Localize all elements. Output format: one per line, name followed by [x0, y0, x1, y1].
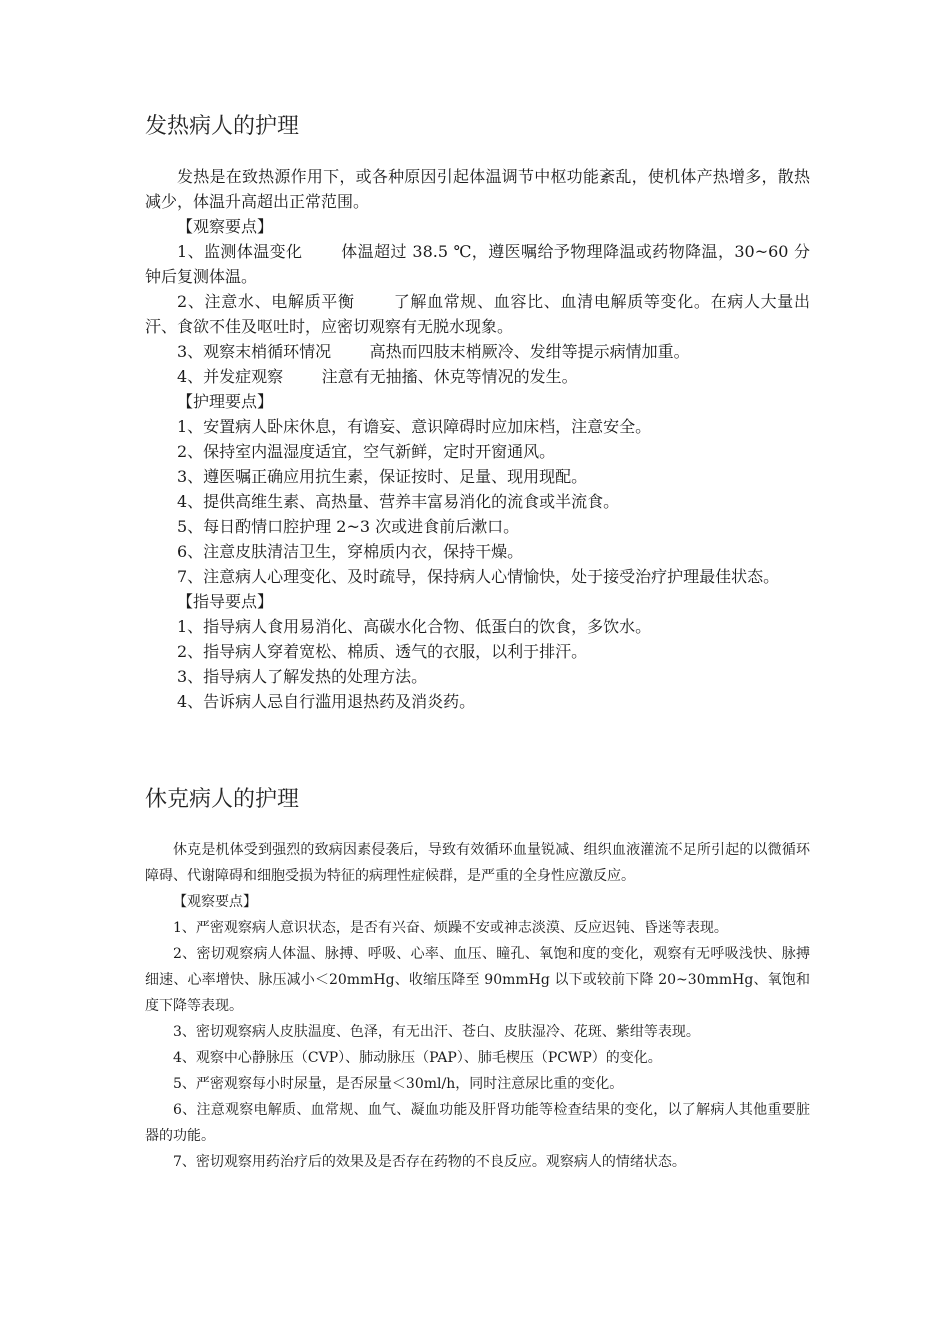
- fever-intro-paragraph: 发热是在致热源作用下，或各种原因引起体温调节中枢功能紊乱，使机体产热增多，散热减少，体温升高超出正常范围。: [145, 167, 810, 211]
- fever-care-title: 发热病人的护理: [145, 114, 300, 139]
- fever-observe-item: [145, 339, 810, 364]
- observe-item-text: 体温超过 38.5 ℃，遵医嘱给予物理降温或药物降温，30~60 分钟后复测体温。: [145, 242, 810, 286]
- shock-observe-item: 2、密切观察病人体温、脉搏、呼吸、心率、血压、瞳孔、氧饱和度的变化，观察有无呼吸浅快、脉搏细速、心率增快、脉压减小＜20mmHg、收缩压降至 90mmHg 以下或较前下降 20~30mmHg、氧饱和度下降等表现。: [145, 946, 810, 1014]
- fever-guide-label: 【指导要点】: [177, 592, 274, 611]
- shock-intro-paragraph: 休克是机体受到强烈的致病因素侵袭后，导致有效循环血量锐减、组织血液灌流不足所引起的以微循环障碍、代谢障碍和细胞受损为特征的病理性症候群，是严重的全身性应激反应。: [145, 842, 810, 884]
- shock-observe-item: 3、密切观察病人皮肤温度、色泽，有无出汗、苍白、皮肤湿冷、花斑、紫绀等表现。: [173, 1024, 700, 1040]
- observe-item-text: 高热而四肢末梢厥冷、发绀等提示病情加重。: [369, 342, 690, 361]
- fever-guide-item: 1、指导病人食用易消化、高碳水化合物、低蛋白的饮食，多饮水。: [177, 617, 652, 636]
- observe-item-head: 1、监测体温变化: [177, 242, 303, 261]
- fever-care-item: 6、注意皮肤清洁卫生，穿棉质内衣，保持干燥。: [177, 542, 524, 561]
- fever-observe-item: [145, 364, 810, 389]
- shock-care-title: 休克病人的护理: [145, 787, 300, 812]
- fever-care-item: 2、保持室内温湿度适宜，空气新鲜，定时开窗通风。: [177, 442, 556, 461]
- fever-guide-item: 3、指导病人了解发热的处理方法。: [177, 667, 428, 686]
- fever-care-item: 3、遵医嘱正确应用抗生素，保证按时、足量、现用现配。: [177, 467, 588, 486]
- fever-care-section: [145, 112, 810, 714]
- observe-item-head: 3、观察末梢循环情况: [177, 342, 332, 361]
- shock-observe-label: 【观察要点】: [173, 894, 257, 910]
- fever-care-item: 7、注意病人心理变化、及时疏导，保持病人心情愉快，处于接受治疗护理最佳状态。: [177, 567, 780, 586]
- observe-item-head: 4、并发症观察: [177, 367, 284, 386]
- fever-care-label: 【护理要点】: [177, 392, 274, 411]
- shock-care-section: [145, 785, 810, 1175]
- observe-item-text: 了解血常规、血容比、血清电解质等变化。在病人大量出汗、食欲不佳及呕吐时，应密切观察有无脱水现象。: [145, 292, 810, 336]
- fever-care-item: 4、提供高维生素、高热量、营养丰富易消化的流食或半流食。: [177, 492, 620, 511]
- shock-observe-item: 4、观察中心静脉压（CVP）、肺动脉压（PAP）、肺毛楔压（PCWP）的变化。: [173, 1050, 662, 1066]
- shock-observe-item: 1、严密观察病人意识状态，是否有兴奋、烦躁不安或神志淡漠、反应迟钝、昏迷等表现。: [173, 920, 728, 936]
- shock-observe-item: 7、密切观察用药治疗后的效果及是否存在药物的不良反应。观察病人的情绪状态。: [173, 1154, 686, 1170]
- fever-observe-label: 【观察要点】: [177, 217, 274, 236]
- fever-guide-item: 4、告诉病人忌自行滥用退热药及消炎药。: [177, 692, 476, 711]
- fever-guide-item: 2、指导病人穿着宽松、棉质、透气的衣服，以利于排汗。: [177, 642, 588, 661]
- observe-item-text: 注意有无抽搐、休克等情况的发生。: [321, 367, 578, 386]
- shock-observe-item: 5、严密观察每小时尿量，是否尿量＜30ml/h，同时注意尿比重的变化。: [173, 1076, 624, 1092]
- observe-item-head: 2、注意水、电解质平衡: [177, 292, 355, 311]
- fever-care-item: 1、安置病人卧床休息，有谵妄、意识障碍时应加床档，注意安全。: [177, 417, 652, 436]
- fever-observe-item: [145, 289, 810, 339]
- shock-observe-item: 6、注意观察电解质、血常规、血气、凝血功能及肝肾功能等检查结果的变化，以了解病人其他重要脏器的功能。: [145, 1102, 810, 1144]
- fever-observe-item: [145, 239, 810, 289]
- fever-care-item: 5、每日酌情口腔护理 2~3 次或进食前后漱口。: [177, 517, 520, 536]
